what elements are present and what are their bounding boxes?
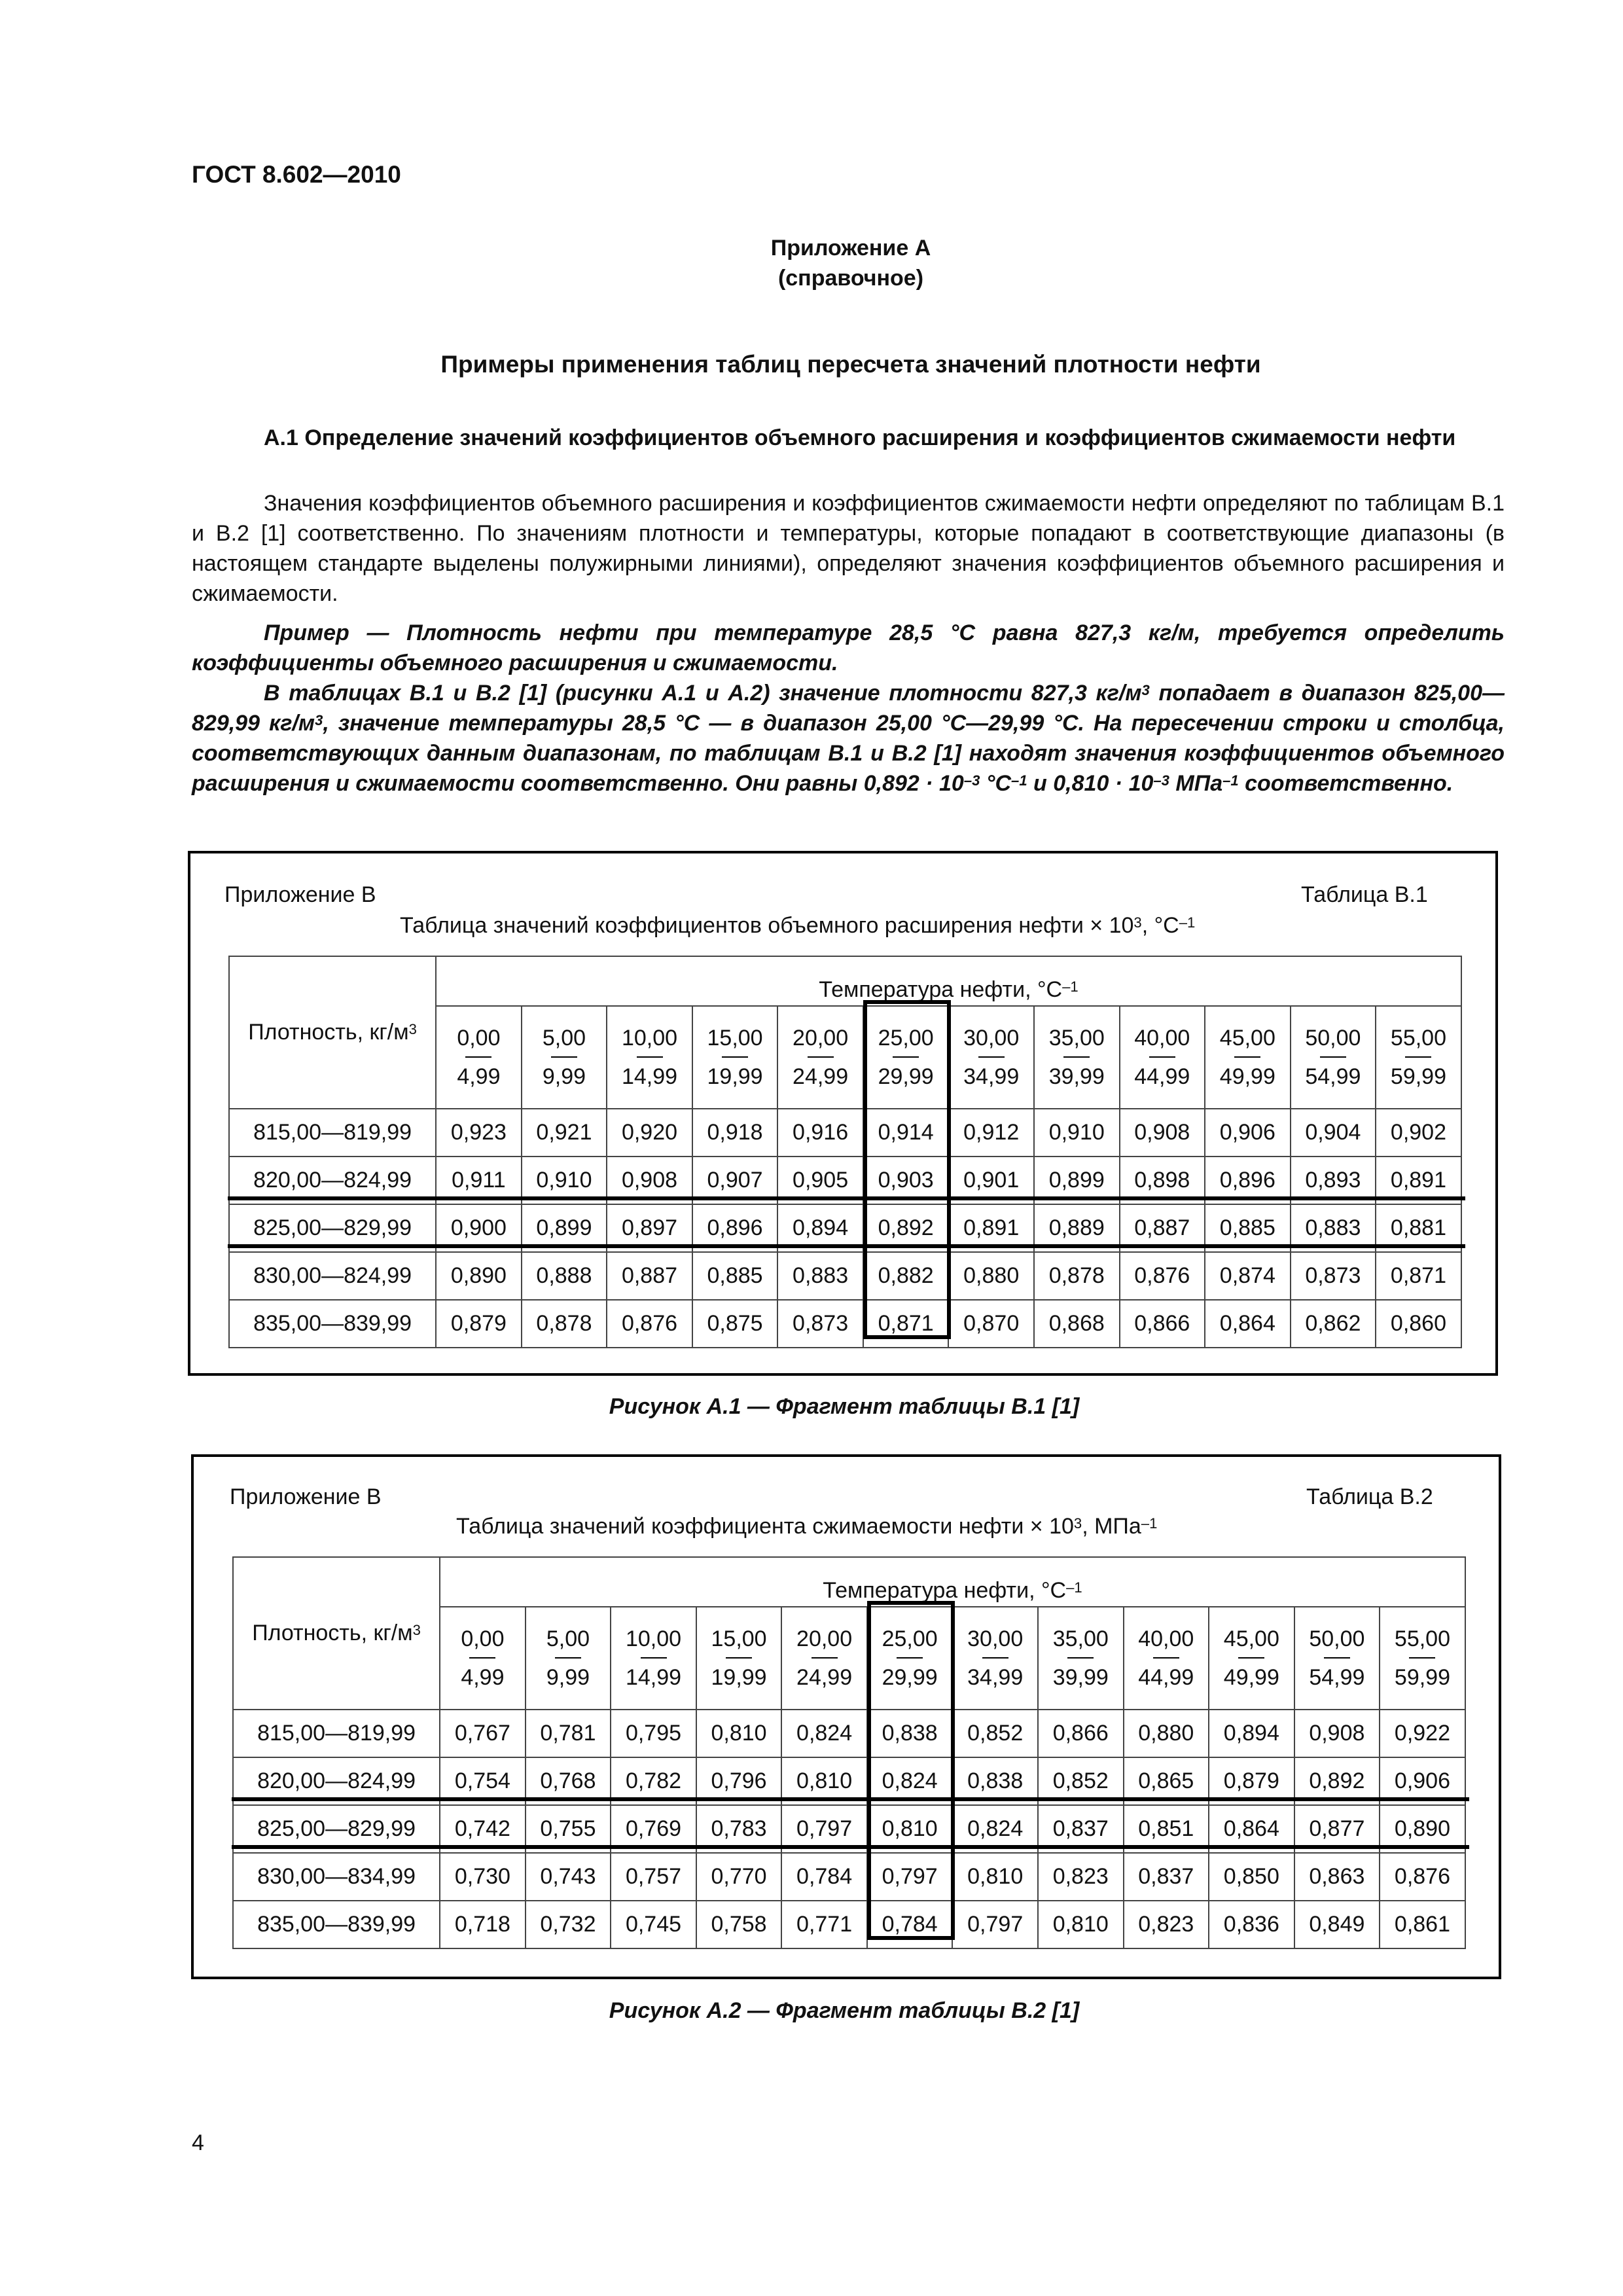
coefficient-cell: 0,852 — [1038, 1757, 1124, 1805]
coefficient-cell: 0,883 — [777, 1252, 863, 1300]
coefficient-cell: 0,876 — [1120, 1252, 1205, 1300]
temperature-range-header: 35,00 39,99 — [1038, 1607, 1124, 1710]
range-dash — [1234, 1056, 1260, 1058]
temperature-range-header: 5,00 9,99 — [526, 1607, 611, 1710]
coefficient-cell: 0,893 — [1291, 1157, 1376, 1204]
temperature-range-header: 20,00 24,99 — [781, 1607, 867, 1710]
table-header-row — [229, 956, 1461, 1006]
coefficient-cell: 0,887 — [1120, 1204, 1205, 1252]
coefficient-cell: 0,824 — [952, 1805, 1038, 1853]
density-column-header: Плотность, $кг/м^3$ — [233, 1557, 440, 1710]
appendix-title — [0, 233, 1623, 293]
highlighted-density-row-border — [228, 1244, 1465, 1248]
temperature-range-header: 55,00 59,99 — [1380, 1607, 1465, 1710]
coefficient-cell: 0,879 — [1209, 1757, 1294, 1805]
coefficient-cell: 0,864 — [1205, 1300, 1291, 1348]
coefficient-cell: 0,862 — [1291, 1300, 1376, 1348]
coefficient-cell: 0,918 — [692, 1109, 778, 1157]
coefficient-cell: 0,885 — [692, 1252, 778, 1300]
range-dash — [978, 1056, 1005, 1058]
figure-a1-caption: Рисунок А.1 — Фрагмент таблицы В.1 [1] — [609, 1394, 1080, 1419]
coefficient-cell: 0,755 — [526, 1805, 611, 1853]
coefficient-cell: 0,880 — [1124, 1710, 1209, 1757]
appendix-name: Приложение А — [770, 236, 931, 260]
temperature-range-header: 15,00 19,99 — [696, 1607, 782, 1710]
figure-a2-table-label: Таблица В.2 — [1306, 1484, 1433, 1509]
coefficient-cell: 0,837 — [1124, 1853, 1209, 1901]
range-dash — [1067, 1657, 1094, 1659]
coefficient-cell: 0,891 — [948, 1204, 1034, 1252]
coefficient-cell: 0,896 — [1205, 1157, 1291, 1204]
density-range-cell: 835,00—839,99 — [229, 1300, 436, 1348]
coefficient-cell: 0,903 — [863, 1157, 949, 1204]
figure-a2-table-title: Таблица значений коэффициента сжимаемости нефти × $10^3$, МПа$^{-1}$ — [456, 1514, 1158, 1539]
density-range-cell: 815,00—819,99 — [233, 1710, 440, 1757]
coefficient-cell: 0,849 — [1294, 1901, 1380, 1948]
coefficient-cell: 0,908 — [607, 1157, 692, 1204]
temperature-range-header: 45,00 49,99 — [1205, 1006, 1291, 1109]
highlighted-density-row-border — [232, 1845, 1469, 1849]
coefficient-cell: 0,878 — [1034, 1252, 1120, 1300]
coefficient-cell: 0,810 — [867, 1805, 953, 1853]
coefficient-cell: 0,836 — [1209, 1901, 1294, 1948]
coefficient-cell: 0,901 — [948, 1157, 1034, 1204]
coefficient-cell: 0,838 — [952, 1757, 1038, 1805]
coefficient-cell: 0,870 — [948, 1300, 1034, 1348]
coefficient-cell: 0,823 — [1038, 1853, 1124, 1901]
coefficient-cell: 0,873 — [777, 1300, 863, 1348]
table-header-row — [233, 1557, 1465, 1607]
coefficient-cell: 0,865 — [1124, 1757, 1209, 1805]
range-dash — [469, 1657, 495, 1659]
density-range-cell: 835,00—839,99 — [233, 1901, 440, 1948]
coefficient-cell: 0,907 — [692, 1157, 778, 1204]
coefficient-cell: 0,797 — [952, 1901, 1038, 1948]
coefficient-cell: 0,881 — [1376, 1204, 1461, 1252]
coefficient-cell: 0,906 — [1380, 1757, 1465, 1805]
coefficient-cell: 0,873 — [1291, 1252, 1376, 1300]
coefficient-cell: 0,866 — [1120, 1300, 1205, 1348]
coefficient-cell: 0,770 — [696, 1853, 782, 1901]
coefficient-cell: 0,892 — [863, 1204, 949, 1252]
coefficient-cell: 0,850 — [1209, 1853, 1294, 1901]
coefficient-cell: 0,758 — [696, 1901, 782, 1948]
temperature-range-header: 50,00 54,99 — [1291, 1006, 1376, 1109]
coefficient-cell: 0,784 — [781, 1853, 867, 1901]
range-dash — [808, 1056, 834, 1058]
range-dash — [1063, 1056, 1090, 1058]
coefficient-cell: 0,797 — [867, 1853, 953, 1901]
figure-a2-caption: Рисунок А.2 — Фрагмент таблицы В.2 [1] — [609, 1998, 1080, 2023]
temperature-range-header: 0,00 4,99 — [436, 1006, 522, 1109]
coefficient-cell: 0,911 — [436, 1157, 522, 1204]
table-row — [233, 1853, 1465, 1901]
coefficient-cell: 0,868 — [1034, 1300, 1120, 1348]
coefficient-cell: 0,769 — [611, 1805, 696, 1853]
coefficient-cell: 0,718 — [440, 1901, 526, 1948]
coefficient-cell: 0,851 — [1124, 1805, 1209, 1853]
section-heading: Примеры применения таблиц пересчета значений плотности нефти — [440, 351, 1261, 378]
coefficient-cell: 0,782 — [611, 1757, 696, 1805]
temperature-range-header: 30,00 34,99 — [948, 1006, 1034, 1109]
density-column-header: Плотность, $кг/м^3$ — [229, 956, 436, 1109]
coefficient-cell: 0,730 — [440, 1853, 526, 1901]
coefficient-cell: 0,810 — [952, 1853, 1038, 1901]
highlighted-temperature-column — [863, 1000, 951, 1339]
temperature-header: Температура нефти, $^\circ С^{-1}$ — [436, 956, 1461, 1006]
highlighted-density-row-border — [232, 1797, 1469, 1801]
coefficient-cell: 0,908 — [1294, 1710, 1380, 1757]
temperature-range-header: 55,00 59,99 — [1376, 1006, 1461, 1109]
coefficient-cell: 0,797 — [781, 1805, 867, 1853]
range-dash — [726, 1657, 752, 1659]
coefficient-cell: 0,824 — [781, 1710, 867, 1757]
coefficient-cell: 0,880 — [948, 1252, 1034, 1300]
coefficient-cell: 0,757 — [611, 1853, 696, 1901]
range-dash — [641, 1657, 667, 1659]
temperature-range-header: 25,00 29,99 — [863, 1006, 949, 1109]
appendix-status: (справочное) — [777, 266, 924, 291]
coefficient-cell: 0,743 — [526, 1853, 611, 1901]
temperature-range-header: 15,00 19,99 — [692, 1006, 778, 1109]
coefficient-cell: 0,783 — [696, 1805, 782, 1853]
clause-a1-body: Значения коэффициентов объемного расширения и коэффициентов сжимаемости нефти определяют по таблицам В.1 и В.2 [1] соответственно. По значениям плотности и температуры, которые попадают в соответствующие диапазоны (в настоящем стандарте выделены полужирными линиями), определяют значения коэффициентов объемного расширения и сжимаемости. — [192, 491, 1505, 606]
figure2-data-table — [232, 1556, 1466, 1949]
coefficient-cell: 0,900 — [436, 1204, 522, 1252]
coefficient-cell: 0,887 — [607, 1252, 692, 1300]
temperature-range-header: 45,00 49,99 — [1209, 1607, 1294, 1710]
table-row — [233, 1901, 1465, 1948]
coefficient-cell: 0,879 — [436, 1300, 522, 1348]
coefficient-cell: 0,899 — [522, 1204, 607, 1252]
temperature-range-header: 5,00 9,99 — [522, 1006, 607, 1109]
coefficient-cell: 0,882 — [863, 1252, 949, 1300]
coefficient-cell: 0,876 — [607, 1300, 692, 1348]
coefficient-cell: 0,876 — [1380, 1853, 1465, 1901]
range-dash — [555, 1657, 581, 1659]
coefficient-cell: 0,861 — [1380, 1901, 1465, 1948]
coefficient-cell: 0,905 — [777, 1157, 863, 1204]
coefficient-cell: 0,781 — [526, 1710, 611, 1757]
page-number: 4 — [192, 2130, 204, 2155]
coefficient-cell: 0,795 — [611, 1710, 696, 1757]
density-range-cell: 815,00—819,99 — [229, 1109, 436, 1157]
temperature-range-header: 35,00 39,99 — [1034, 1006, 1120, 1109]
coefficient-cell: 0,810 — [696, 1710, 782, 1757]
temperature-range-header: 40,00 44,99 — [1124, 1607, 1209, 1710]
coefficient-cell: 0,742 — [440, 1805, 526, 1853]
coefficient-cell: 0,916 — [777, 1109, 863, 1157]
coefficient-cell: 0,922 — [1380, 1710, 1465, 1757]
range-dash — [551, 1056, 577, 1058]
range-dash — [1409, 1657, 1435, 1659]
coefficient-cell: 0,885 — [1205, 1204, 1291, 1252]
range-dash — [1320, 1056, 1346, 1058]
coefficient-cell: 0,864 — [1209, 1805, 1294, 1853]
temperature-range-header: 50,00 54,99 — [1294, 1607, 1380, 1710]
coefficient-cell: 0,838 — [867, 1710, 953, 1757]
coefficient-cell: 0,771 — [781, 1901, 867, 1948]
coefficient-cell: 0,837 — [1038, 1805, 1124, 1853]
coefficient-cell: 0,877 — [1294, 1805, 1380, 1853]
coefficient-cell: 0,823 — [1124, 1901, 1209, 1948]
range-dash — [1149, 1056, 1175, 1058]
temperature-range-header: 10,00 14,99 — [611, 1607, 696, 1710]
coefficient-cell: 0,921 — [522, 1109, 607, 1157]
coefficient-cell: 0,914 — [863, 1109, 949, 1157]
coefficient-cell: 0,878 — [522, 1300, 607, 1348]
coefficient-cell: 0,892 — [1294, 1757, 1380, 1805]
coefficient-cell: 0,871 — [1376, 1252, 1461, 1300]
coefficient-cell: 0,923 — [436, 1109, 522, 1157]
coefficient-cell: 0,810 — [781, 1757, 867, 1805]
coefficient-cell: 0,906 — [1205, 1109, 1291, 1157]
range-dash — [1405, 1056, 1431, 1058]
coefficient-cell: 0,796 — [696, 1757, 782, 1805]
example-statement: Пример — Плотность нефти при температуре 28,5 °С равна 827,3 кг/м, требуется определить коэффициенты объемного расширения и сжимаемости. — [192, 620, 1505, 675]
table-row — [233, 1710, 1465, 1757]
temperature-range-header: 40,00 44,99 — [1120, 1006, 1205, 1109]
coefficient-cell: 0,745 — [611, 1901, 696, 1948]
temperature-header: Температура нефти, $^\circ С^{-1}$ — [440, 1557, 1465, 1607]
coefficient-cell: 0,824 — [867, 1757, 953, 1805]
figure-a1-table-title: Таблица значений коэффициентов объемного расширения нефти × $10^3$, $^\circ С^{-1}$ — [400, 913, 1196, 938]
coefficient-cell: 0,910 — [522, 1157, 607, 1204]
coefficient-cell: 0,883 — [1291, 1204, 1376, 1252]
coefficient-cell: 0,810 — [1038, 1901, 1124, 1948]
density-range-cell: 825,00—829,99 — [229, 1204, 436, 1252]
figure1-data-table — [228, 956, 1462, 1348]
table-row — [229, 1300, 1461, 1348]
figure-a1-appendix-label: Приложение В — [224, 882, 376, 907]
coefficient-cell: 0,860 — [1376, 1300, 1461, 1348]
coefficient-cell: 0,784 — [867, 1901, 953, 1948]
table-row — [229, 1109, 1461, 1157]
coefficient-cell: 0,874 — [1205, 1252, 1291, 1300]
coefficient-cell: 0,897 — [607, 1204, 692, 1252]
coefficient-cell: 0,863 — [1294, 1853, 1380, 1901]
coefficient-cell: 0,899 — [1034, 1157, 1120, 1204]
coefficient-cell: 0,754 — [440, 1757, 526, 1805]
coefficient-cell: 0,889 — [1034, 1204, 1120, 1252]
coefficient-cell: 0,894 — [1209, 1710, 1294, 1757]
coefficient-cell: 0,912 — [948, 1109, 1034, 1157]
highlighted-density-row-border — [228, 1196, 1465, 1200]
temperature-range-header: 30,00 34,99 — [952, 1607, 1038, 1710]
range-dash — [812, 1657, 838, 1659]
table-row — [229, 1252, 1461, 1300]
coefficient-cell: 0,910 — [1034, 1109, 1120, 1157]
coefficient-cell: 0,908 — [1120, 1109, 1205, 1157]
coefficient-cell: 0,852 — [952, 1710, 1038, 1757]
clause-a1-heading: А.1 Определение значений коэффициентов объемного расширения и коэффициентов сжимаемости нефти — [264, 425, 1456, 450]
coefficient-cell: 0,904 — [1291, 1109, 1376, 1157]
density-range-cell: 820,00—824,99 — [233, 1757, 440, 1805]
range-dash — [1324, 1657, 1350, 1659]
range-dash — [465, 1056, 491, 1058]
coefficient-cell: 0,902 — [1376, 1109, 1461, 1157]
density-range-cell: 825,00—829,99 — [233, 1805, 440, 1853]
density-range-cell: 820,00—824,99 — [229, 1157, 436, 1204]
coefficient-cell: 0,875 — [692, 1300, 778, 1348]
temperature-range-header: 20,00 24,99 — [777, 1006, 863, 1109]
range-dash — [722, 1056, 748, 1058]
density-range-cell: 830,00—834,99 — [233, 1853, 440, 1901]
figure-a2-appendix-label: Приложение В — [230, 1484, 382, 1509]
temperature-range-header: 0,00 4,99 — [440, 1607, 526, 1710]
coefficient-cell: 0,732 — [526, 1901, 611, 1948]
example-solution: В таблицах В.1 и В.2 [1] (рисунки А.1 и А.2) значение плотности 827,3 $кг/м^3$ попадает в диапазон 825,00—829,99 $кг/м^3$, значение температуры 28,5 °С — в диапазон 25,00 °С—29,99 °С. На пересечении строки и столбца, соответствующих данным диапазонам, по таблицам В.1 и В.2 [1] находят значения коэффициентов объемного расширения и сжимаемости соответственно. Они равны $0,892 \cdot 10^{-3}$ $^\circ С^{-1}$ и $0,810 \cdot 10^{-3}$ МПа$^{-1}$ соответственно. — [192, 681, 1505, 796]
temperature-range-header: 10,00 14,99 — [607, 1006, 692, 1109]
density-range-cell: 830,00—824,99 — [229, 1252, 436, 1300]
coefficient-cell: 0,767 — [440, 1710, 526, 1757]
coefficient-cell: 0,768 — [526, 1757, 611, 1805]
coefficient-cell: 0,920 — [607, 1109, 692, 1157]
coefficient-cell: 0,898 — [1120, 1157, 1205, 1204]
coefficient-cell: 0,871 — [863, 1300, 949, 1348]
coefficient-cell: 0,888 — [522, 1252, 607, 1300]
document-code: ГОСТ 8.602—2010 — [192, 161, 401, 188]
range-dash — [1153, 1657, 1179, 1659]
range-dash — [982, 1657, 1008, 1659]
range-dash — [1238, 1657, 1264, 1659]
temperature-range-header: 25,00 29,99 — [867, 1607, 953, 1710]
highlighted-temperature-column — [867, 1601, 955, 1940]
coefficient-cell: 0,894 — [777, 1204, 863, 1252]
coefficient-cell: 0,896 — [692, 1204, 778, 1252]
coefficient-cell: 0,866 — [1038, 1710, 1124, 1757]
coefficient-cell: 0,890 — [1380, 1805, 1465, 1853]
coefficient-cell: 0,890 — [436, 1252, 522, 1300]
figure-a1-table-label: Таблица В.1 — [1301, 882, 1428, 907]
range-dash — [637, 1056, 663, 1058]
coefficient-cell: 0,891 — [1376, 1157, 1461, 1204]
